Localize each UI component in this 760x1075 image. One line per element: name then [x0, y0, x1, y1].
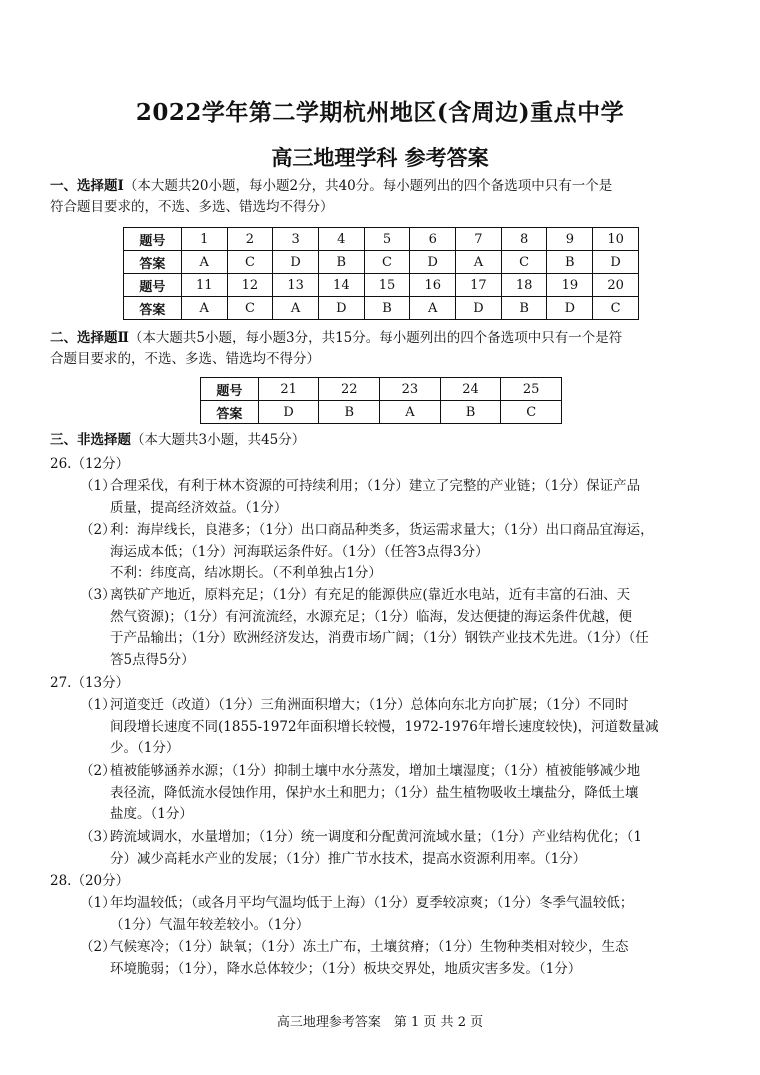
table-cell: 25 [501, 378, 562, 401]
table-cell: C [501, 251, 547, 274]
text-line: 离铁矿产地近，原料充足；（1分）有充足的能源供应(靠近水电站，近有丰富的石油、天 [110, 587, 631, 603]
q26-part2 [80, 520, 718, 585]
q26-part3 [80, 585, 718, 671]
table-header-cell: 答案 [124, 251, 182, 274]
table-cell: A [380, 401, 441, 424]
section2-title: 二、选择题Ⅱ [50, 330, 129, 346]
table-header-cell: 题号 [201, 378, 259, 401]
text-line: 利：海岸线长，良港多；（1分）出口商品种类多，货运需求量大；（1分）出口商品宜海运， [110, 522, 654, 538]
part-label: （3） [80, 829, 116, 845]
text-line: 跨流域调水，水量增加；（1分）统一调度和分配黄河流域水量；（1分）产业结构优化；（1 [110, 829, 643, 845]
table-cell: B [547, 251, 593, 274]
table-cell: A [181, 251, 227, 274]
table-cell: C [227, 297, 273, 320]
table-cell: C [593, 297, 639, 320]
table-row [124, 251, 639, 274]
table-cell: 21 [258, 378, 319, 401]
q27-part2 [80, 761, 718, 826]
q26-part1 [80, 476, 718, 519]
table-cell: C [364, 251, 410, 274]
section3-title: 三、非选择题 [50, 432, 131, 448]
table-row [201, 378, 562, 401]
table-cell: 6 [410, 228, 456, 251]
section1-note-line1: （本大题共20小题，每小题2分，共40分。每小题列出的四个备选项中只有一个是 [123, 178, 613, 194]
table-cell: 16 [410, 274, 456, 297]
part-label: （1） [80, 895, 116, 911]
text-line: 少。（1分） [110, 740, 180, 756]
table-cell: 24 [440, 378, 501, 401]
table-cell: D [318, 297, 364, 320]
text-line: （1分）气温年较差较小。（1分） [110, 916, 310, 933]
table-header-cell: 题号 [124, 228, 182, 251]
table-cell: B [501, 297, 547, 320]
text-line: 河道变迁（改道）（1分）三角洲面积增大；（1分）总体向东北方向扩展；（1分）不同时 [110, 697, 629, 713]
text-line: 气候寒冷；（1分）缺氧；（1分）冻土广布，土壤贫瘠；（1分）生物种类相对较少，生态 [110, 939, 629, 955]
table-header-cell: 答案 [124, 297, 182, 320]
table-cell: D [593, 251, 639, 274]
q28-part1 [80, 893, 718, 936]
table-cell: B [364, 297, 410, 320]
table-cell: D [547, 297, 593, 320]
table-row [124, 297, 639, 320]
table-cell: 18 [501, 274, 547, 297]
table-cell: 10 [593, 228, 639, 251]
part-label: （1） [80, 478, 116, 494]
section3-heading [50, 430, 718, 451]
table-cell: 4 [318, 228, 364, 251]
table-header-cell: 题号 [124, 274, 182, 297]
table-cell: 12 [227, 274, 273, 297]
table-cell: A [456, 251, 502, 274]
table-cell: 11 [181, 274, 227, 297]
table-cell: B [440, 401, 501, 424]
table-cell: 1 [181, 228, 227, 251]
table-cell: 20 [593, 274, 639, 297]
text-line: 分）减少高耗水产业的发展；（1分）推广节水技术，提高水资源利用率。（1分） [110, 850, 587, 867]
section2-note-line2: 合题目要求的，不选、多选、错选均不得分） [50, 351, 320, 367]
table-cell: 2 [227, 228, 273, 251]
page-title: 2022学年第二学期杭州地区(含周边)重点中学 [135, 99, 625, 126]
table-row [124, 228, 639, 251]
table-cell: A [181, 297, 227, 320]
q28-number: 28.（20分） [50, 873, 130, 889]
table-cell: 7 [456, 228, 502, 251]
table-cell: 13 [273, 274, 319, 297]
text-line: 质量，提高经济效益。（1分） [110, 499, 288, 516]
q26-number: 26.（12分） [50, 456, 130, 472]
page-subtitle: 高三地理学科 参考答案 [271, 145, 489, 170]
text-line: 然气资源)；（1分）有河流流经，水源充足；（1分）临海，发达便捷的海运条件优越，便 [110, 608, 632, 625]
q28-part2 [80, 937, 718, 980]
q27-part3 [80, 827, 718, 870]
text-line: 不利：纬度高，结冰期长。（不利单独占1分） [110, 565, 382, 581]
table-cell: C [227, 251, 273, 274]
table-header-cell: 答案 [201, 401, 259, 424]
part-label: （1） [80, 697, 116, 713]
section2-answer-table [200, 377, 562, 424]
table-cell: C [501, 401, 562, 424]
q27-number: 27.（13分） [50, 675, 130, 691]
section2-note-line1: （本大题共5小题，每小题3分，共15分。每小题列出的四个备选项中只有一个是符 [128, 330, 623, 346]
table-row [124, 274, 639, 297]
table-cell: D [410, 251, 456, 274]
table-cell: A [410, 297, 456, 320]
table-cell: 8 [501, 228, 547, 251]
text-line: 表径流，降低流水侵蚀作用，保护水土和肥力；（1分）盐生植物吸收土壤盐分，降低土壤 [110, 784, 639, 801]
table-cell: 17 [456, 274, 502, 297]
table-cell: D [258, 401, 319, 424]
table-cell: 15 [364, 274, 410, 297]
table-cell: D [456, 297, 502, 320]
table-cell: 22 [319, 378, 380, 401]
section2-heading [50, 328, 718, 370]
table-cell: 5 [364, 228, 410, 251]
table-cell: 23 [380, 378, 441, 401]
part-label: （2） [80, 522, 116, 538]
section1-heading [50, 176, 718, 218]
q27-part1 [80, 695, 718, 760]
section1-answer-table [123, 227, 639, 320]
table-cell: D [273, 251, 319, 274]
table-cell: 3 [273, 228, 319, 251]
page-footer: 高三地理参考答案 第 1 页 共 2 页 [276, 1015, 484, 1030]
part-label: （3） [80, 587, 116, 603]
text-line: 答5点得5分） [110, 651, 195, 668]
table-cell: 19 [547, 274, 593, 297]
table-cell: B [318, 251, 364, 274]
table-cell: 14 [318, 274, 364, 297]
section1-note-line2: 符合题目要求的，不选、多选、错选均不得分） [50, 199, 334, 215]
text-line: 年均温较低；（或各月平均气温均低于上海）（1分）夏季较凉爽；（1分）冬季气温较低； [110, 895, 634, 911]
text-line: 合理采伐，有利于林木资源的可持续利用；（1分）建立了完整的产业链；（1分）保证产品 [110, 478, 641, 494]
text-line: 盐度。（1分） [110, 806, 193, 822]
section1-title: 一、选择题Ⅰ [50, 178, 124, 194]
part-label: （2） [80, 939, 116, 955]
text-line: 植被能够涵养水源；（1分）抑制土壤中水分蒸发，增加土壤湿度；（1分）植被能够减少地 [110, 763, 641, 779]
table-cell: 9 [547, 228, 593, 251]
table-cell: A [273, 297, 319, 320]
table-cell: B [319, 401, 380, 424]
text-line: 环境脆弱；（1分），降水总体较少；（1分）板块交界处，地质灾害多发。（1分） [110, 960, 582, 977]
text-line: 于产品输出；（1分）欧洲经济发达，消费市场广阔；（1分）钢铁产业技术先进。（1分）（任 [110, 630, 649, 646]
part-label: （2） [80, 763, 116, 779]
table-row [201, 401, 562, 424]
text-line: 间段增长速度不同(1855-1972年面积增长较慢，1972-1976年增长速度较快)，河道数量减 [110, 718, 659, 735]
section3-note: （本大题共3小题，共45分） [131, 432, 306, 448]
text-line: 海运成本低；（1分）河海联运条件好。（1分）（任答3点得3分） [110, 543, 489, 560]
